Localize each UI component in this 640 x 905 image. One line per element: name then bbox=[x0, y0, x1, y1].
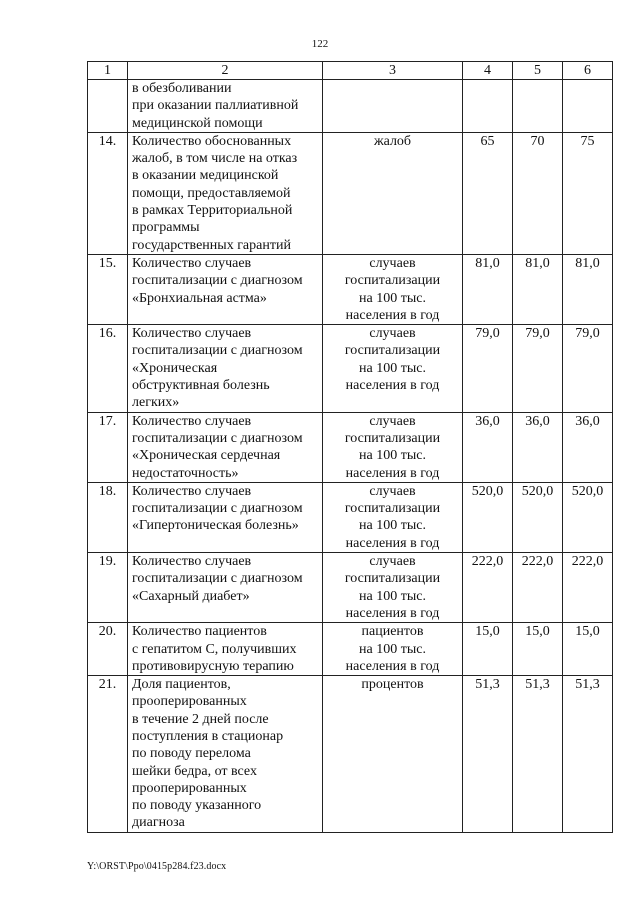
indicators-table bbox=[87, 61, 613, 833]
value-col-6: 81,0 bbox=[563, 254, 613, 324]
value-col-6: 51,3 bbox=[563, 676, 613, 833]
table-row bbox=[88, 80, 613, 133]
table-row bbox=[88, 254, 613, 324]
row-number: 21. bbox=[88, 676, 128, 833]
table-row bbox=[88, 325, 613, 412]
value-col-4: 51,3 bbox=[463, 676, 513, 833]
indicator-name: Доля пациентов, прооперированных в течение 2 дней после поступления в стационар по поводу перелома шейки бедра, от всех прооперированных по поводу указанного диагноза bbox=[128, 676, 323, 833]
value-col-4: 15,0 bbox=[463, 623, 513, 676]
value-col-5: 51,3 bbox=[513, 676, 563, 833]
value-col-5 bbox=[513, 80, 563, 133]
value-col-4: 81,0 bbox=[463, 254, 513, 324]
value-col-6: 15,0 bbox=[563, 623, 613, 676]
indicator-name: Количество случаев госпитализации с диагнозом «Сахарный диабет» bbox=[128, 553, 323, 623]
row-number bbox=[88, 80, 128, 133]
table-row bbox=[88, 482, 613, 552]
value-col-5: 81,0 bbox=[513, 254, 563, 324]
value-col-5: 79,0 bbox=[513, 325, 563, 412]
value-col-6: 36,0 bbox=[563, 412, 613, 482]
indicator-name: Количество пациентов с гепатитом С, получивших противовирусную терапию bbox=[128, 623, 323, 676]
row-number: 18. bbox=[88, 482, 128, 552]
table-header-row bbox=[88, 62, 613, 80]
value-col-5: 520,0 bbox=[513, 482, 563, 552]
table-row bbox=[88, 676, 613, 833]
indicator-unit: случаев госпитализации на 100 тыс. населения в год bbox=[323, 325, 463, 412]
value-col-4: 79,0 bbox=[463, 325, 513, 412]
value-col-4: 222,0 bbox=[463, 553, 513, 623]
row-number: 19. bbox=[88, 553, 128, 623]
indicator-name: в обезболивании при оказании паллиативной медицинской помощи bbox=[128, 80, 323, 133]
indicator-unit bbox=[323, 80, 463, 133]
column-header: 6 bbox=[563, 62, 613, 80]
row-number: 20. bbox=[88, 623, 128, 676]
row-number: 16. bbox=[88, 325, 128, 412]
indicator-name: Количество случаев госпитализации с диагнозом «Хроническая сердечная недостаточность» bbox=[128, 412, 323, 482]
indicator-unit: случаев госпитализации на 100 тыс. населения в год bbox=[323, 553, 463, 623]
value-col-6: 75 bbox=[563, 132, 613, 254]
value-col-5: 15,0 bbox=[513, 623, 563, 676]
indicator-unit: процентов bbox=[323, 676, 463, 833]
value-col-4: 36,0 bbox=[463, 412, 513, 482]
indicator-name: Количество обоснованных жалоб, в том числе на отказ в оказании медицинской помощи, предоставляемой в рамках Территориальной программы государственных гарантий bbox=[128, 132, 323, 254]
value-col-6 bbox=[563, 80, 613, 133]
value-col-4: 520,0 bbox=[463, 482, 513, 552]
column-header: 2 bbox=[128, 62, 323, 80]
column-header: 5 bbox=[513, 62, 563, 80]
value-col-6: 79,0 bbox=[563, 325, 613, 412]
indicator-unit: случаев госпитализации на 100 тыс. населения в год bbox=[323, 482, 463, 552]
indicator-name: Количество случаев госпитализации с диагнозом «Бронхиальная астма» bbox=[128, 254, 323, 324]
indicator-name: Количество случаев госпитализации с диагнозом «Гипертоническая болезнь» bbox=[128, 482, 323, 552]
table-row bbox=[88, 553, 613, 623]
table-row bbox=[88, 132, 613, 254]
indicator-name: Количество случаев госпитализации с диагнозом «Хроническая обструктивная болезнь легких» bbox=[128, 325, 323, 412]
file-path-footer: Y:\ORST\Ppo\0415p284.f23.docx bbox=[87, 861, 227, 872]
page-number: 122 bbox=[311, 38, 329, 50]
indicator-unit: пациентов на 100 тыс. населения в год bbox=[323, 623, 463, 676]
row-number: 17. bbox=[88, 412, 128, 482]
column-header: 1 bbox=[88, 62, 128, 80]
table-row bbox=[88, 623, 613, 676]
value-col-5: 222,0 bbox=[513, 553, 563, 623]
column-header: 4 bbox=[463, 62, 513, 80]
indicator-unit: случаев госпитализации на 100 тыс. населения в год bbox=[323, 254, 463, 324]
indicator-unit: жалоб bbox=[323, 132, 463, 254]
indicator-unit: случаев госпитализации на 100 тыс. населения в год bbox=[323, 412, 463, 482]
row-number: 14. bbox=[88, 132, 128, 254]
value-col-5: 70 bbox=[513, 132, 563, 254]
value-col-4 bbox=[463, 80, 513, 133]
column-header: 3 bbox=[323, 62, 463, 80]
table-row bbox=[88, 412, 613, 482]
value-col-5: 36,0 bbox=[513, 412, 563, 482]
value-col-6: 520,0 bbox=[563, 482, 613, 552]
row-number: 15. bbox=[88, 254, 128, 324]
value-col-4: 65 bbox=[463, 132, 513, 254]
value-col-6: 222,0 bbox=[563, 553, 613, 623]
